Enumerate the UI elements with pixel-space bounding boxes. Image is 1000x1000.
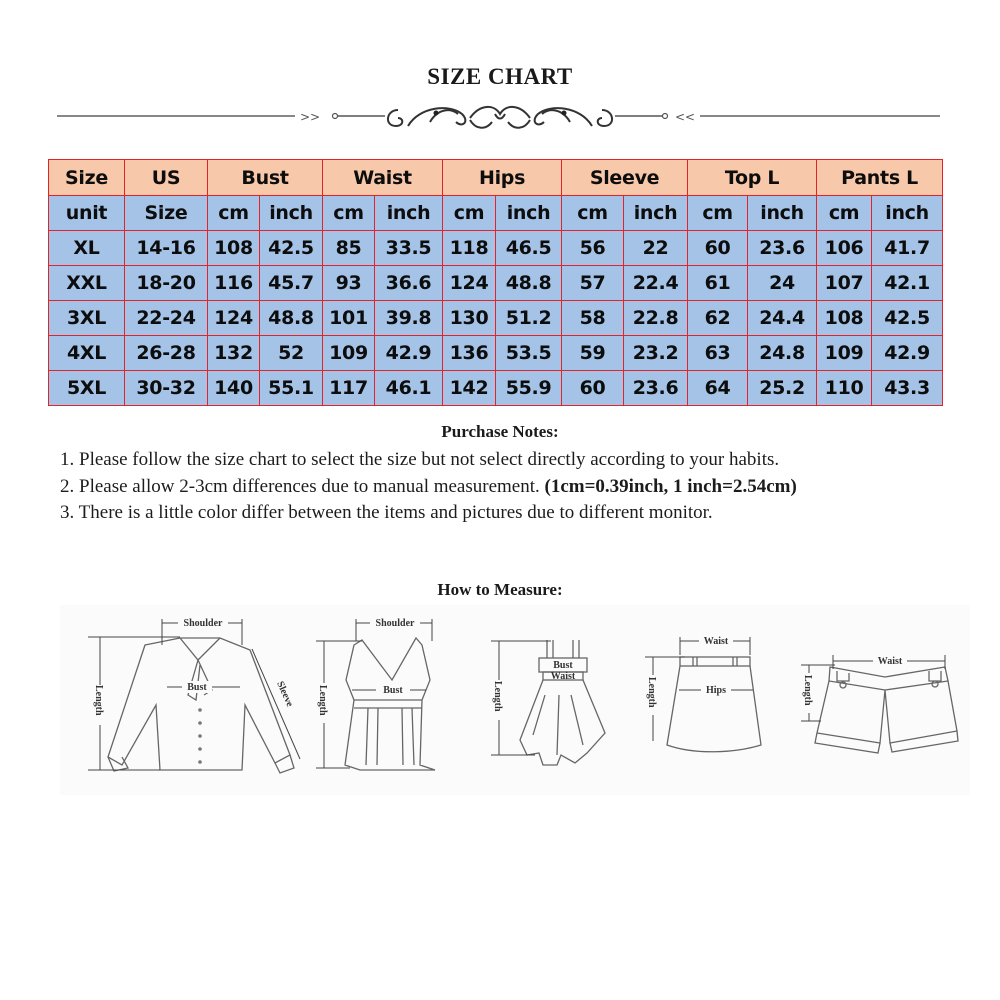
flourish-icon	[0, 100, 1000, 140]
value-cell: 85	[323, 231, 375, 266]
value-cell: 142	[443, 371, 496, 406]
note-item: 1. Please follow the size chart to select the size but not select directly according to your habits.	[60, 449, 780, 470]
svg-text:<<: <<	[675, 110, 696, 124]
dress-diagram	[475, 605, 625, 795]
size-cell: XL	[49, 231, 125, 266]
header-cell: Waist	[323, 160, 443, 196]
value-cell: 48.8	[496, 266, 562, 301]
table-row	[49, 336, 943, 371]
unit-cell: inch	[375, 196, 443, 231]
value-cell: 130	[443, 301, 496, 336]
svg-text:Waist: Waist	[550, 671, 576, 682]
unit-cell: inch	[748, 196, 817, 231]
unit-cell: cm	[443, 196, 496, 231]
value-cell: 53.5	[496, 336, 562, 371]
svg-text:Length: Length	[492, 681, 503, 712]
value-cell: 43.3	[872, 371, 943, 406]
value-cell: 46.5	[496, 231, 562, 266]
unit-cell: inch	[624, 196, 688, 231]
svg-text:Length: Length	[93, 685, 104, 716]
value-cell: 109	[323, 336, 375, 371]
size-cell: 3XL	[49, 301, 125, 336]
value-cell: 42.1	[872, 266, 943, 301]
us-size-cell: 18-20	[125, 266, 208, 301]
unit-cell: cm	[208, 196, 260, 231]
value-cell: 62	[688, 301, 748, 336]
value-cell: 63	[688, 336, 748, 371]
value-cell: 132	[208, 336, 260, 371]
note-item: 2. Please allow 2-3cm differences due to manual measurement. (1cm=0.39inch, 1 inch=2.54cm)	[60, 475, 797, 497]
value-cell: 93	[323, 266, 375, 301]
value-cell: 140	[208, 371, 260, 406]
skirt-icon	[635, 605, 785, 795]
svg-text:Length: Length	[317, 685, 328, 716]
value-cell: 108	[208, 231, 260, 266]
how-to-measure-title: How to Measure:	[437, 580, 563, 599]
value-cell: 55.1	[260, 371, 323, 406]
page-title: SIZE CHART	[427, 64, 573, 89]
value-cell: 25.2	[748, 371, 817, 406]
value-cell: 24.4	[748, 301, 817, 336]
purchase-notes-title: Purchase Notes:	[441, 422, 559, 441]
decorative-divider	[0, 100, 1000, 140]
value-cell: 23.6	[624, 371, 688, 406]
shorts-icon	[795, 605, 965, 795]
unit-cell: cm	[688, 196, 748, 231]
value-cell: 109	[817, 336, 872, 371]
value-cell: 48.8	[260, 301, 323, 336]
table-row	[49, 371, 943, 406]
unit-cell: cm	[323, 196, 375, 231]
conversion-note: (1cm=0.39inch, 1 inch=2.54cm)	[544, 475, 797, 497]
measurement-diagrams	[60, 605, 970, 795]
value-cell: 60	[688, 231, 748, 266]
header-cell: Pants L	[817, 160, 943, 196]
size-cell: 5XL	[49, 371, 125, 406]
unit-cell: Size	[125, 196, 208, 231]
unit-cell: inch	[260, 196, 323, 231]
value-cell: 61	[688, 266, 748, 301]
unit-cell: cm	[562, 196, 624, 231]
size-cell: XXL	[49, 266, 125, 301]
us-size-cell: 26-28	[125, 336, 208, 371]
svg-text:Sleeve: Sleeve	[274, 679, 296, 709]
svg-text:>>: >>	[300, 110, 321, 124]
tank-top-icon	[310, 605, 460, 795]
svg-text:Shoulder: Shoulder	[183, 618, 223, 629]
purchase-notes	[60, 447, 960, 527]
header-cell: Bust	[208, 160, 323, 196]
svg-text:Shoulder: Shoulder	[375, 618, 415, 629]
value-cell: 36.6	[375, 266, 443, 301]
svg-text:Length: Length	[646, 677, 657, 708]
table-row	[49, 301, 943, 336]
value-cell: 23.2	[624, 336, 688, 371]
size-chart-table	[48, 159, 943, 406]
svg-text:Bust: Bust	[187, 682, 207, 693]
svg-text:Hips: Hips	[705, 685, 727, 696]
header-cell: Hips	[443, 160, 562, 196]
value-cell: 42.5	[260, 231, 323, 266]
value-cell: 59	[562, 336, 624, 371]
value-cell: 110	[817, 371, 872, 406]
value-cell: 23.6	[748, 231, 817, 266]
value-cell: 57	[562, 266, 624, 301]
value-cell: 46.1	[375, 371, 443, 406]
value-cell: 42.5	[872, 301, 943, 336]
value-cell: 39.8	[375, 301, 443, 336]
value-cell: 51.2	[496, 301, 562, 336]
table-header-row	[49, 160, 943, 196]
table-row	[49, 231, 943, 266]
value-cell: 42.9	[375, 336, 443, 371]
value-cell: 124	[208, 301, 260, 336]
value-cell: 107	[817, 266, 872, 301]
value-cell: 45.7	[260, 266, 323, 301]
size-cell: 4XL	[49, 336, 125, 371]
blouse-diagram	[70, 605, 310, 795]
value-cell: 22.4	[624, 266, 688, 301]
value-cell: 22.8	[624, 301, 688, 336]
unit-cell: inch	[872, 196, 943, 231]
blouse-icon	[70, 605, 310, 795]
value-cell: 60	[562, 371, 624, 406]
dress-icon	[475, 605, 625, 795]
header-cell: Size	[49, 160, 125, 196]
value-cell: 117	[323, 371, 375, 406]
value-cell: 33.5	[375, 231, 443, 266]
unit-cell: cm	[817, 196, 872, 231]
value-cell: 101	[323, 301, 375, 336]
value-cell: 124	[443, 266, 496, 301]
skirt-diagram	[635, 605, 785, 795]
note-item: 3. There is a little color differ between the items and pictures due to different monitor.	[60, 502, 713, 523]
svg-text:Length: Length	[802, 675, 813, 706]
value-cell: 108	[817, 301, 872, 336]
value-cell: 42.9	[872, 336, 943, 371]
svg-text:Waist: Waist	[703, 636, 729, 647]
shorts-diagram	[795, 605, 965, 795]
value-cell: 56	[562, 231, 624, 266]
value-cell: 41.7	[872, 231, 943, 266]
svg-text:Bust: Bust	[553, 660, 573, 671]
value-cell: 24.8	[748, 336, 817, 371]
svg-text:Bust: Bust	[383, 685, 403, 696]
unit-cell: unit	[49, 196, 125, 231]
header-cell: Top L	[688, 160, 817, 196]
value-cell: 106	[817, 231, 872, 266]
us-size-cell: 14-16	[125, 231, 208, 266]
value-cell: 136	[443, 336, 496, 371]
header-cell: US	[125, 160, 208, 196]
value-cell: 55.9	[496, 371, 562, 406]
value-cell: 118	[443, 231, 496, 266]
table-unit-row	[49, 196, 943, 231]
value-cell: 52	[260, 336, 323, 371]
value-cell: 22	[624, 231, 688, 266]
value-cell: 58	[562, 301, 624, 336]
value-cell: 116	[208, 266, 260, 301]
table-row	[49, 266, 943, 301]
us-size-cell: 22-24	[125, 301, 208, 336]
us-size-cell: 30-32	[125, 371, 208, 406]
value-cell: 24	[748, 266, 817, 301]
unit-cell: inch	[496, 196, 562, 231]
value-cell: 64	[688, 371, 748, 406]
tank-top-diagram	[310, 605, 460, 795]
svg-text:Waist: Waist	[877, 656, 903, 667]
header-cell: Sleeve	[562, 160, 688, 196]
